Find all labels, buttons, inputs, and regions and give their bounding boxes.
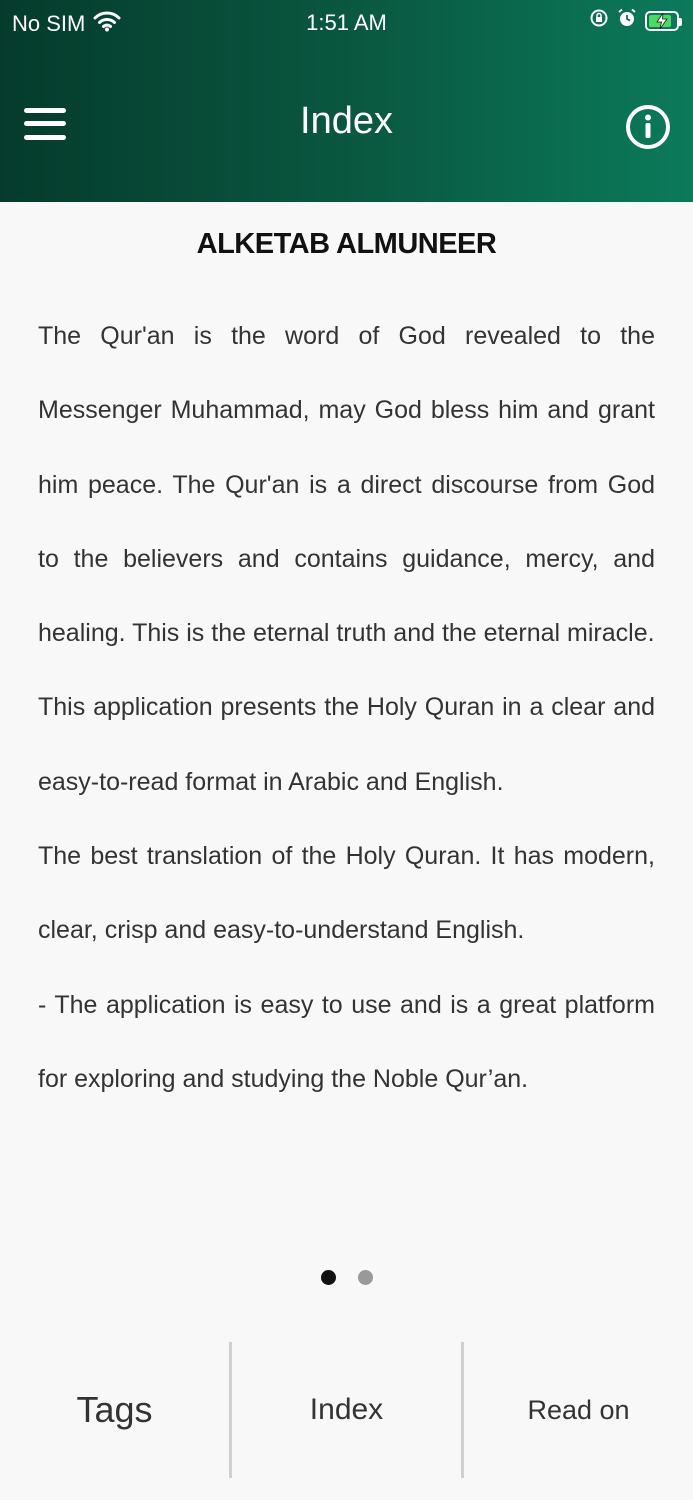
tab-tags[interactable]: Tags bbox=[76, 1389, 153, 1430]
info-icon[interactable] bbox=[625, 104, 671, 150]
book-title: ALKETAB ALMUNEER bbox=[196, 228, 497, 260]
carrier-label: No SIM bbox=[12, 11, 86, 36]
nav-bar bbox=[0, 70, 693, 180]
battery-charging-icon bbox=[645, 11, 679, 31]
orientation-lock-icon bbox=[589, 8, 609, 33]
status-right bbox=[589, 8, 679, 33]
alarm-icon bbox=[617, 8, 637, 33]
page-dot-2[interactable] bbox=[358, 1270, 373, 1285]
status-time: 1:51 AM bbox=[306, 10, 387, 35]
description-paragraph: The best translation of the Holy Quran. It has modern, clear, crisp and easy-to-understand English. bbox=[38, 842, 655, 945]
tab-read-on[interactable]: Read on bbox=[527, 1394, 630, 1425]
tab-index[interactable]: Index bbox=[309, 1393, 384, 1426]
description bbox=[38, 299, 655, 1116]
description-paragraph: This application presents the Holy Quran in a clear and easy-to-read format in Arabic and English. bbox=[38, 693, 655, 796]
page-dot-1[interactable] bbox=[321, 1270, 336, 1285]
app-header bbox=[0, 0, 693, 202]
content-area bbox=[38, 202, 655, 1116]
description-paragraph: - The application is easy to use and is a great platform for exploring and studying the Noble Qur’an. bbox=[38, 990, 655, 1093]
page-indicator bbox=[0, 1270, 693, 1285]
description-paragraph: The Qur'an is the word of God revealed to the Messenger Muhammad, may God bless him and grant him peace. The Qur'an is a direct discourse from God to the believers and contains guidance, mercy, and healing. This is the eternal truth and the eternal miracle. bbox=[38, 322, 655, 648]
page-title: Index bbox=[300, 100, 393, 142]
status-bar bbox=[0, 0, 693, 48]
bottom-tab-bar bbox=[0, 1340, 693, 1480]
